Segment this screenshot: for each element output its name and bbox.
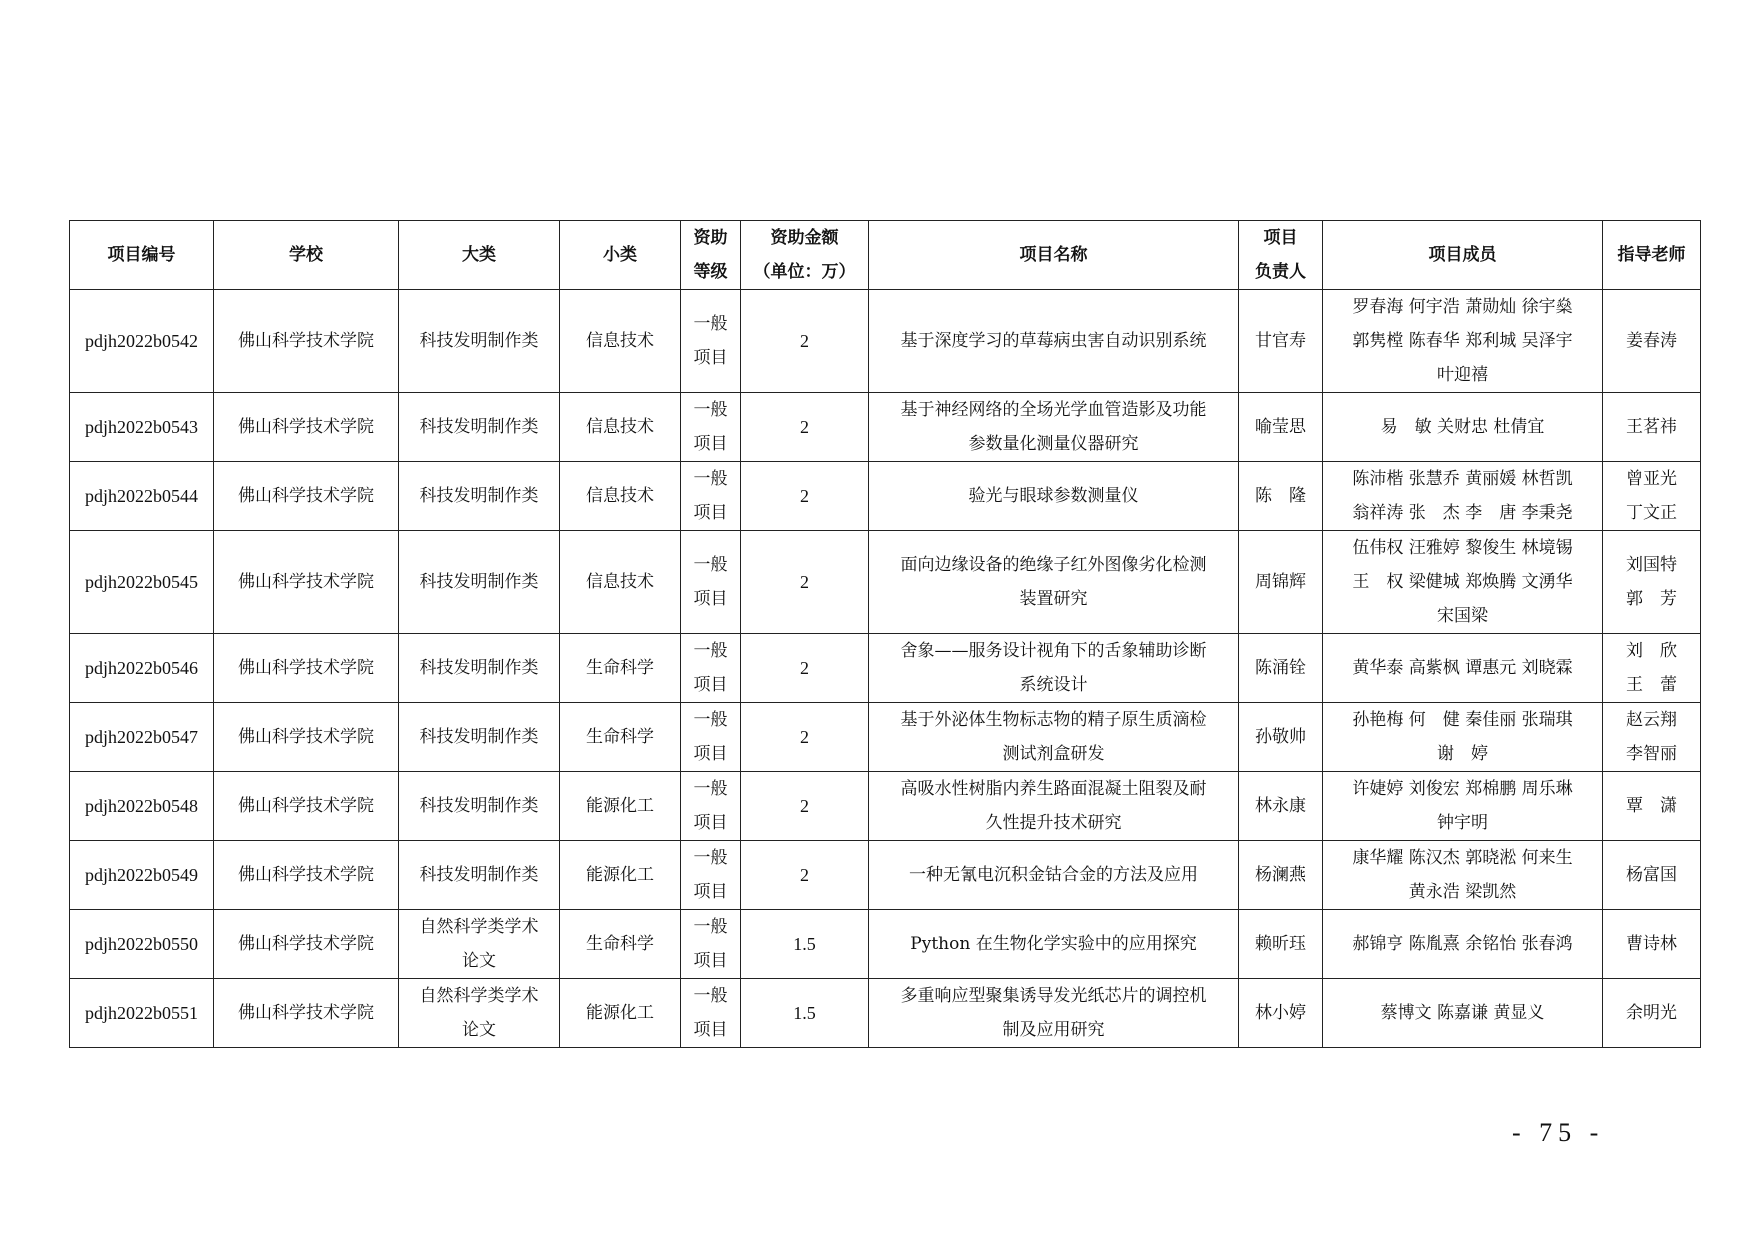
cell-amount xyxy=(741,462,869,531)
cell-project-name xyxy=(869,290,1239,393)
cell-level xyxy=(681,531,741,634)
cell-members xyxy=(1323,531,1603,634)
cell-advisor-text: 曹诗林 xyxy=(1626,934,1677,954)
cell-members-text: 陈沛楷 张慧乔 黄丽媛 林哲凯 翁祥涛 张 杰 李 唐 李秉尧 xyxy=(1352,469,1573,523)
cell-leader-text: 赖昕珏 xyxy=(1255,934,1306,954)
table-row xyxy=(70,393,1701,462)
cell-level-text: 一般 项目 xyxy=(693,555,728,609)
cell-amount xyxy=(741,393,869,462)
cell-category-text: 自然科学类学术 论文 xyxy=(419,917,539,971)
cell-project-id xyxy=(70,462,214,531)
cell-amount-text: 1.5 xyxy=(793,1003,816,1023)
cell-category-text: 科技发明制作类 xyxy=(419,796,539,816)
cell-project-id xyxy=(70,841,214,910)
table-row xyxy=(70,462,1701,531)
cell-project-id xyxy=(70,531,214,634)
cell-school xyxy=(214,634,399,703)
cell-project-id-text: pdjh2022b0543 xyxy=(84,417,198,437)
table-row xyxy=(70,531,1701,634)
cell-project-name xyxy=(869,393,1239,462)
cell-project-id xyxy=(70,979,214,1048)
cell-members-text: 孙艳梅 何 健 秦佳丽 张瑞琪 谢 婷 xyxy=(1352,710,1573,764)
cell-amount-text: 1.5 xyxy=(793,934,816,954)
cell-members-text: 许婕婷 刘俊宏 郑棉鹏 周乐琳 钟宇明 xyxy=(1352,779,1573,833)
cell-leader-text: 喻莹思 xyxy=(1255,417,1306,437)
cell-advisor xyxy=(1603,772,1701,841)
cell-subcategory xyxy=(560,393,681,462)
cell-advisor xyxy=(1603,910,1701,979)
cell-project-id-text: pdjh2022b0545 xyxy=(84,572,198,592)
cell-category-text: 科技发明制作类 xyxy=(419,331,539,351)
cell-members xyxy=(1323,910,1603,979)
header-advisor: 指导老师 xyxy=(1603,221,1701,290)
cell-project-id-text: pdjh2022b0548 xyxy=(84,796,198,816)
cell-amount xyxy=(741,910,869,979)
cell-project-id-text: pdjh2022b0547 xyxy=(84,727,198,747)
page-number: - 75 - xyxy=(1512,1118,1605,1147)
cell-level-text: 一般 项目 xyxy=(693,848,728,902)
cell-project-name xyxy=(869,634,1239,703)
table-row xyxy=(70,772,1701,841)
cell-leader xyxy=(1239,703,1323,772)
cell-category xyxy=(399,841,560,910)
cell-leader xyxy=(1239,462,1323,531)
cell-members-text: 易 敏 关财忠 杜倩宜 xyxy=(1380,417,1545,437)
cell-amount-text: 2 xyxy=(800,865,809,885)
cell-advisor-text: 余明光 xyxy=(1626,1003,1677,1023)
cell-subcategory xyxy=(560,703,681,772)
cell-amount-text: 2 xyxy=(800,331,809,351)
cell-advisor xyxy=(1603,462,1701,531)
cell-subcategory-text: 生命科学 xyxy=(586,934,654,954)
cell-subcategory xyxy=(560,462,681,531)
cell-school-text: 佛山科学技术学院 xyxy=(238,796,374,816)
table-body xyxy=(70,290,1701,1048)
cell-level xyxy=(681,772,741,841)
cell-amount-text: 2 xyxy=(800,727,809,747)
cell-project-id-text: pdjh2022b0546 xyxy=(84,658,198,678)
cell-project-name-text: 多重响应型聚集诱导发光纸芯片的调控机 制及应用研究 xyxy=(900,986,1207,1040)
cell-amount xyxy=(741,841,869,910)
table-header-row xyxy=(70,221,1701,290)
cell-leader xyxy=(1239,290,1323,393)
cell-amount xyxy=(741,634,869,703)
cell-project-name-text: 验光与眼球参数测量仪 xyxy=(968,486,1139,506)
cell-subcategory-text: 信息技术 xyxy=(586,486,654,506)
cell-project-name xyxy=(869,910,1239,979)
header-category: 大类 xyxy=(399,221,560,290)
cell-subcategory xyxy=(560,531,681,634)
cell-subcategory xyxy=(560,772,681,841)
cell-advisor-text: 覃 潇 xyxy=(1626,796,1677,816)
cell-subcategory-text: 信息技术 xyxy=(586,331,654,351)
cell-school-text: 佛山科学技术学院 xyxy=(238,417,374,437)
cell-leader-text: 杨澜燕 xyxy=(1255,865,1306,885)
cell-leader xyxy=(1239,910,1323,979)
cell-project-id xyxy=(70,290,214,393)
cell-subcategory-text: 生命科学 xyxy=(586,727,654,747)
cell-school-text: 佛山科学技术学院 xyxy=(238,572,374,592)
cell-project-name-text: 一种无氰电沉积金钴合金的方法及应用 xyxy=(909,865,1198,885)
cell-school-text: 佛山科学技术学院 xyxy=(238,331,374,351)
cell-project-id-text: pdjh2022b0542 xyxy=(84,331,198,351)
cell-category xyxy=(399,772,560,841)
cell-level-text: 一般 项目 xyxy=(693,400,728,454)
cell-leader-text: 周锦辉 xyxy=(1255,572,1306,592)
cell-leader xyxy=(1239,393,1323,462)
cell-members xyxy=(1323,979,1603,1048)
cell-project-name-text: 面向边缘设备的绝缘子红外图像劣化检测 装置研究 xyxy=(900,555,1207,609)
cell-members-text: 伍伟权 汪雅婷 黎俊生 林境锡 王 权 梁健城 郑焕腾 文湧华 宋国梁 xyxy=(1352,538,1573,626)
cell-level xyxy=(681,393,741,462)
cell-members-text: 郝锦亨 陈胤熹 余铭怡 张春鸿 xyxy=(1352,934,1573,954)
cell-amount-text: 2 xyxy=(800,796,809,816)
cell-members xyxy=(1323,462,1603,531)
cell-amount-text: 2 xyxy=(800,486,809,506)
table-row xyxy=(70,290,1701,393)
table-row xyxy=(70,910,1701,979)
header-subcategory: 小类 xyxy=(560,221,681,290)
header-amount: 资助金额 （单位：万） xyxy=(741,221,869,290)
cell-school xyxy=(214,531,399,634)
cell-members-text: 黄华泰 高紫枫 谭惠元 刘晓霖 xyxy=(1352,658,1573,678)
cell-category xyxy=(399,531,560,634)
cell-category xyxy=(399,979,560,1048)
cell-project-name xyxy=(869,979,1239,1048)
cell-advisor xyxy=(1603,703,1701,772)
header-school: 学校 xyxy=(214,221,399,290)
cell-members xyxy=(1323,393,1603,462)
cell-school xyxy=(214,462,399,531)
header-name: 项目名称 xyxy=(869,221,1239,290)
cell-category-text: 科技发明制作类 xyxy=(419,572,539,592)
header-level: 资助 等级 xyxy=(681,221,741,290)
cell-school-text: 佛山科学技术学院 xyxy=(238,486,374,506)
cell-project-id xyxy=(70,910,214,979)
cell-school-text: 佛山科学技术学院 xyxy=(238,934,374,954)
cell-members-text: 罗春海 何宇浩 萧勋灿 徐宇燊 郭隽樘 陈春华 郑利城 吴泽宇 叶迎禧 xyxy=(1352,297,1573,385)
cell-category xyxy=(399,634,560,703)
cell-subcategory-text: 生命科学 xyxy=(586,658,654,678)
cell-category-text: 科技发明制作类 xyxy=(419,658,539,678)
cell-project-id-text: pdjh2022b0551 xyxy=(84,1003,198,1023)
cell-school xyxy=(214,290,399,393)
cell-members-text: 康华耀 陈汉杰 郭晓淞 何来生 黄永浩 梁凯然 xyxy=(1352,848,1573,902)
cell-level xyxy=(681,979,741,1048)
cell-amount xyxy=(741,772,869,841)
cell-amount-text: 2 xyxy=(800,572,809,592)
cell-project-name-text: Python 在生物化学实验中的应用探究 xyxy=(910,934,1197,954)
table-row xyxy=(70,979,1701,1048)
cell-leader xyxy=(1239,531,1323,634)
cell-members xyxy=(1323,772,1603,841)
cell-project-name-text: 舍象——服务设计视角下的舌象辅助诊断 系统设计 xyxy=(900,641,1207,695)
cell-category-text: 科技发明制作类 xyxy=(419,486,539,506)
cell-category-text: 科技发明制作类 xyxy=(419,727,539,747)
cell-amount xyxy=(741,531,869,634)
cell-subcategory-text: 信息技术 xyxy=(586,417,654,437)
cell-level xyxy=(681,703,741,772)
cell-leader-text: 林小婷 xyxy=(1255,1003,1306,1023)
cell-members xyxy=(1323,290,1603,393)
cell-project-id xyxy=(70,772,214,841)
cell-project-id xyxy=(70,393,214,462)
cell-subcategory xyxy=(560,634,681,703)
cell-advisor xyxy=(1603,290,1701,393)
cell-school xyxy=(214,979,399,1048)
cell-level xyxy=(681,841,741,910)
header-id: 项目编号 xyxy=(70,221,214,290)
cell-leader xyxy=(1239,772,1323,841)
cell-school-text: 佛山科学技术学院 xyxy=(238,865,374,885)
cell-category-text: 自然科学类学术 论文 xyxy=(419,986,539,1040)
cell-members xyxy=(1323,634,1603,703)
cell-project-name-text: 基于外泌体生物标志物的精子原生质滴检 测试剂盒研发 xyxy=(900,710,1207,764)
cell-amount xyxy=(741,703,869,772)
cell-leader-text: 陈涌铨 xyxy=(1255,658,1306,678)
cell-level-text: 一般 项目 xyxy=(693,314,728,368)
cell-project-id xyxy=(70,703,214,772)
cell-subcategory-text: 能源化工 xyxy=(586,796,654,816)
cell-project-name xyxy=(869,772,1239,841)
cell-level-text: 一般 项目 xyxy=(693,710,728,764)
header-leader: 项目 负责人 xyxy=(1239,221,1323,290)
table-row xyxy=(70,634,1701,703)
cell-level-text: 一般 项目 xyxy=(693,641,728,695)
cell-project-name xyxy=(869,531,1239,634)
cell-leader-text: 孙敬帅 xyxy=(1255,727,1306,747)
cell-level xyxy=(681,910,741,979)
cell-level xyxy=(681,462,741,531)
cell-level-text: 一般 项目 xyxy=(693,779,728,833)
cell-members xyxy=(1323,703,1603,772)
cell-subcategory-text: 能源化工 xyxy=(586,865,654,885)
cell-subcategory xyxy=(560,910,681,979)
cell-category-text: 科技发明制作类 xyxy=(419,417,539,437)
cell-school xyxy=(214,393,399,462)
cell-advisor-text: 刘 欣 王 蕾 xyxy=(1626,641,1677,695)
cell-leader-text: 甘官寿 xyxy=(1255,331,1306,351)
cell-school xyxy=(214,703,399,772)
cell-category-text: 科技发明制作类 xyxy=(419,865,539,885)
cell-amount xyxy=(741,290,869,393)
cell-advisor xyxy=(1603,634,1701,703)
cell-project-name-text: 基于神经网络的全场光学血管造影及功能 参数量化测量仪器研究 xyxy=(900,400,1207,454)
cell-amount-text: 2 xyxy=(800,658,809,678)
cell-project-id-text: pdjh2022b0549 xyxy=(84,865,198,885)
cell-project-name-text: 高吸水性树脂内养生路面混凝土阻裂及耐 久性提升技术研究 xyxy=(900,779,1207,833)
cell-advisor-text: 王茗祎 xyxy=(1626,417,1677,437)
cell-level xyxy=(681,290,741,393)
cell-category xyxy=(399,703,560,772)
cell-project-id xyxy=(70,634,214,703)
project-table xyxy=(69,220,1701,1048)
cell-school xyxy=(214,910,399,979)
cell-project-id-text: pdjh2022b0544 xyxy=(84,486,198,506)
cell-category xyxy=(399,462,560,531)
cell-advisor-text: 赵云翔 李智丽 xyxy=(1626,710,1677,764)
cell-advisor xyxy=(1603,393,1701,462)
cell-subcategory xyxy=(560,290,681,393)
cell-subcategory-text: 信息技术 xyxy=(586,572,654,592)
cell-leader-text: 陈 隆 xyxy=(1255,486,1306,506)
cell-advisor xyxy=(1603,841,1701,910)
cell-category xyxy=(399,393,560,462)
cell-subcategory xyxy=(560,841,681,910)
cell-members-text: 蔡博文 陈嘉谦 黄显义 xyxy=(1380,1003,1545,1023)
cell-advisor-text: 姜春涛 xyxy=(1626,331,1677,351)
table-row xyxy=(70,703,1701,772)
cell-leader xyxy=(1239,841,1323,910)
cell-level-text: 一般 项目 xyxy=(693,986,728,1040)
cell-school-text: 佛山科学技术学院 xyxy=(238,727,374,747)
cell-advisor-text: 刘国特 郭 芳 xyxy=(1626,555,1677,609)
cell-school xyxy=(214,772,399,841)
cell-advisor-text: 曾亚光 丁文正 xyxy=(1626,469,1677,523)
cell-level xyxy=(681,634,741,703)
cell-leader xyxy=(1239,634,1323,703)
header-members: 项目成员 xyxy=(1323,221,1603,290)
cell-project-name xyxy=(869,462,1239,531)
cell-amount-text: 2 xyxy=(800,417,809,437)
cell-amount xyxy=(741,979,869,1048)
cell-project-name xyxy=(869,703,1239,772)
cell-school-text: 佛山科学技术学院 xyxy=(238,1003,374,1023)
cell-subcategory-text: 能源化工 xyxy=(586,1003,654,1023)
cell-category xyxy=(399,290,560,393)
cell-project-name-text: 基于深度学习的草莓病虫害自动识别系统 xyxy=(900,331,1207,351)
table-row xyxy=(70,841,1701,910)
cell-advisor xyxy=(1603,531,1701,634)
cell-level-text: 一般 项目 xyxy=(693,917,728,971)
cell-school-text: 佛山科学技术学院 xyxy=(238,658,374,678)
cell-members xyxy=(1323,841,1603,910)
cell-subcategory xyxy=(560,979,681,1048)
cell-advisor-text: 杨富国 xyxy=(1626,865,1677,885)
cell-category xyxy=(399,910,560,979)
cell-advisor xyxy=(1603,979,1701,1048)
cell-leader-text: 林永康 xyxy=(1255,796,1306,816)
cell-school xyxy=(214,841,399,910)
cell-project-id-text: pdjh2022b0550 xyxy=(84,934,198,954)
cell-project-name xyxy=(869,841,1239,910)
cell-leader xyxy=(1239,979,1323,1048)
cell-level-text: 一般 项目 xyxy=(693,469,728,523)
